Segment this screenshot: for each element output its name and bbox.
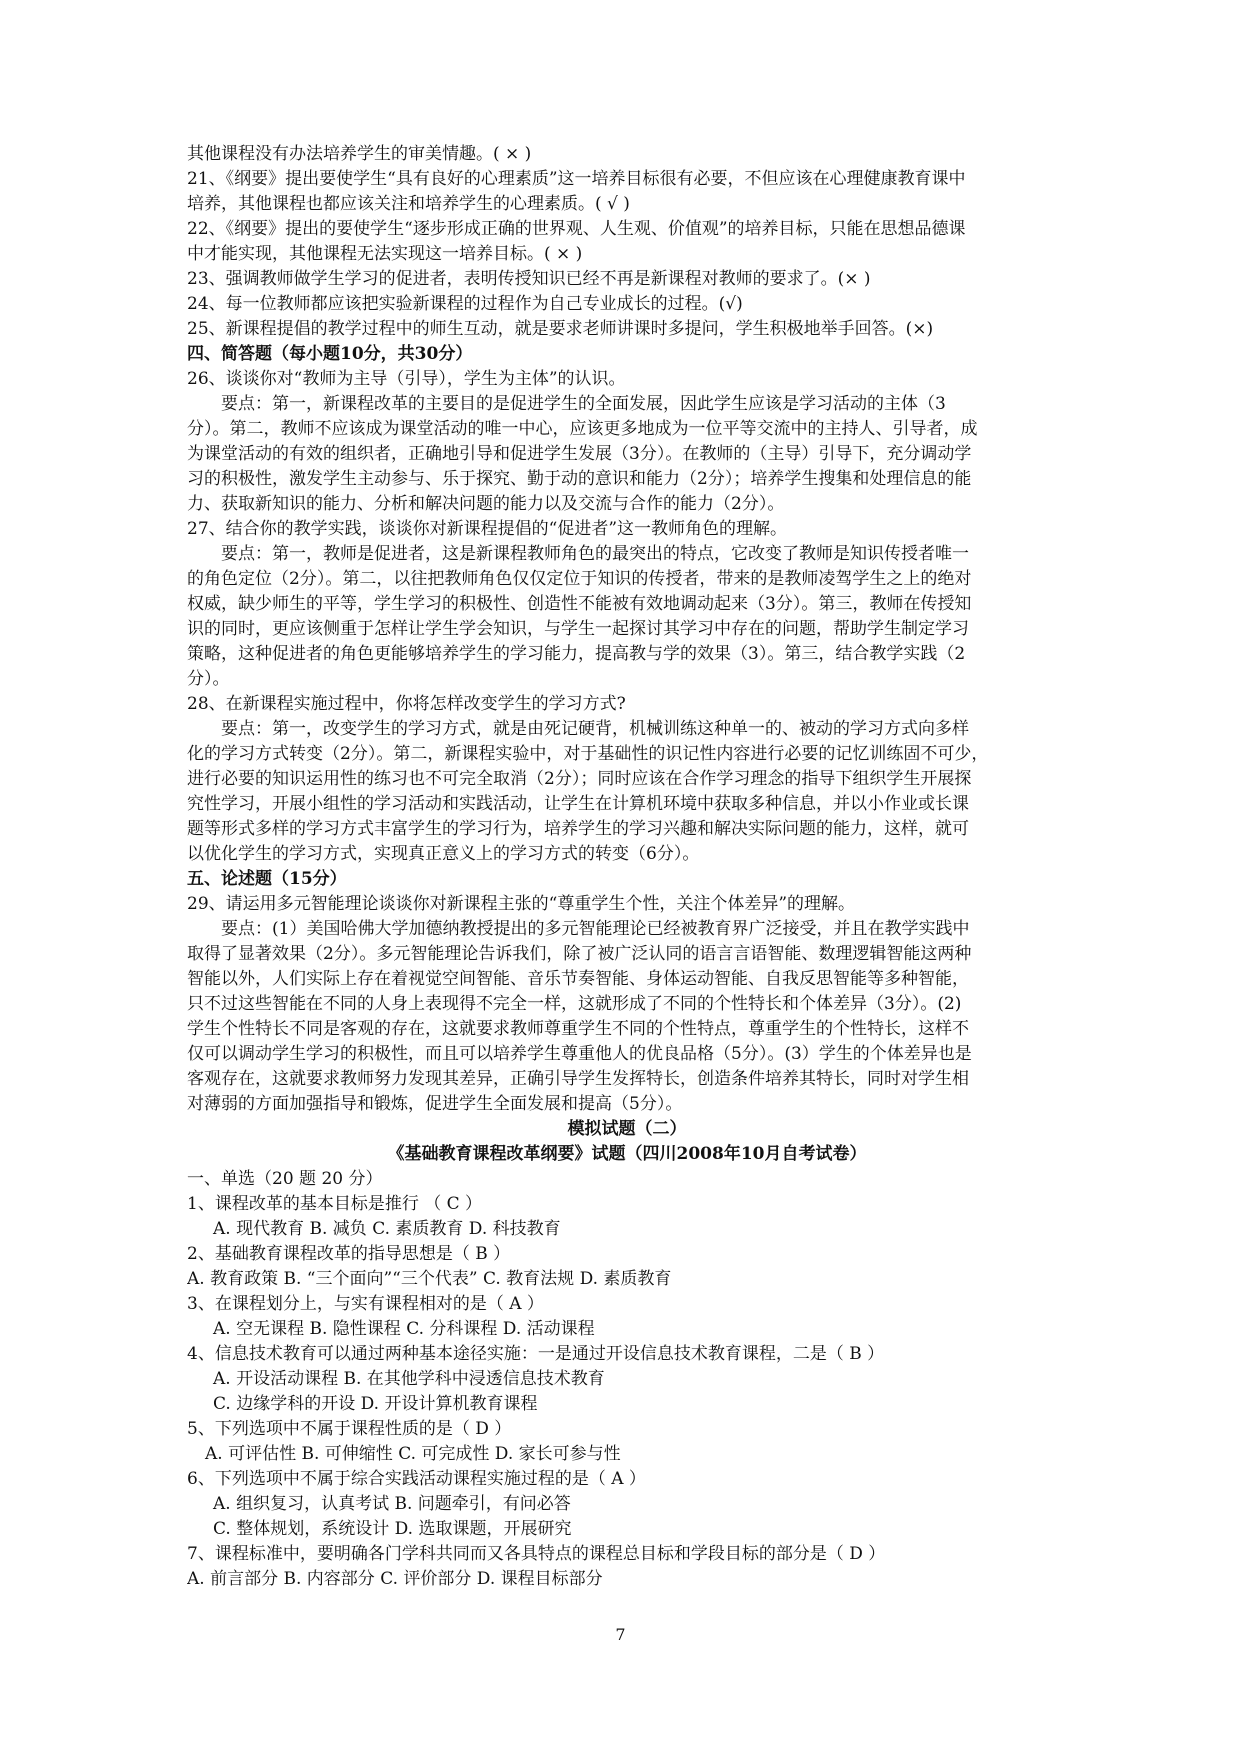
text-line: 分）。 <box>187 669 230 689</box>
text-line: 24、每一位教师都应该把实验新课程的过程作为自己专业成长的过程。(√) <box>187 294 743 314</box>
text-line: 力、获取新知识的能力、分析和解决问题的能力以及交流与合作的能力（2分）。 <box>187 494 785 514</box>
option-line: A. 组织复习，认真考试 B. 问题牵引，有问必答 <box>213 1494 571 1514</box>
text-line: 中才能实现，其他课程无法实现这一培养目标。( × ) <box>187 244 583 264</box>
text-line: 25、新课程提倡的教学过程中的师生互动，就是要求老师讲课时多提问，学生积极地举手回答。(×) <box>187 319 934 339</box>
text-line: 学生个性特长不同是客观的存在，这就要求教师尊重学生不同的个性特点，尊重学生的个性特长，这样不 <box>187 1019 969 1039</box>
text-line: 只不过这些智能在不同的人身上表现得不完全一样，这就形成了不同的个性特长和个体差异（3分）。(2) <box>187 994 962 1014</box>
option-line: C. 边缘学科的开设 D. 开设计算机教育课程 <box>213 1394 538 1414</box>
text-line: 权威，缺少师生的平等，学生学习的积极性、创造性不能被有效地调动起来（3分）。第三，教师在传授知 <box>187 594 972 614</box>
option-line: A. 前言部分 B. 内容部分 C. 评价部分 D. 课程目标部分 <box>187 1569 603 1589</box>
text-line: 为课堂活动的有效的组织者，正确地引导和促进学生发展（3分）。在教师的（主导）引导下，充分调动学 <box>187 444 972 464</box>
text-line: 以优化学生的学习方式，实现真正意义上的学习方式的转变（6分）。 <box>187 844 700 864</box>
text-line: 究性学习，开展小组性的学习活动和实践活动，让学生在计算机环境中获取多种信息，并以小作业或长课 <box>187 794 969 814</box>
text-line: 23、强调教师做学生学习的促进者，表明传授知识已经不再是新课程对教师的要求了。(× ) <box>187 269 871 289</box>
text-line: 仅可以调动学生学习的积极性，而且可以培养学生尊重他人的优良品格（5分）。(3）学生的个体差异也是 <box>187 1044 972 1064</box>
question-line: 3、在课程划分上，与实有课程相对的是（ A ） <box>187 1294 544 1314</box>
question-line: 29、请运用多元智能理论谈谈你对新课程主张的“尊重学生个性，关注个体差异”的理解。 <box>187 894 856 914</box>
question-line: 26、谈谈你对“教师为主导（引导），学生为主体”的认识。 <box>187 369 626 389</box>
answer-line: 要点：(1）美国哈佛大学加德纳教授提出的多元智能理论已经被教育界广泛接受，并且在教学实践中 <box>221 919 970 939</box>
text-line: 分）。第二，教师不应该成为课堂活动的唯一中心，应该更多地成为一位平等交流中的主持人、引导者，成 <box>187 419 978 439</box>
text-line: 进行必要的知识运用性的练习也不可完全取消（2分）；同时应该在合作学习理念的指导下组织学生开展探 <box>187 769 972 789</box>
document-page <box>187 142 1067 1592</box>
question-line: 4、信息技术教育可以通过两种基本途径实施：一是通过开设信息技术教育课程，二是（ B ） <box>187 1344 885 1364</box>
text-line: 其他课程没有办法培养学生的审美情趣。( × ) <box>187 144 532 164</box>
text-line: 对薄弱的方面加强指导和锻炼，促进学生全面发展和提高（5分）。 <box>187 1094 683 1114</box>
text-line: 题等形式多样的学习方式丰富学生的学习行为，培养学生的学习兴趣和解决实际问题的能力，这样，就可 <box>187 819 969 839</box>
text-line: 识的同时，更应该侧重于怎样让学生学会知识，与学生一起探讨其学习中存在的问题，帮助学生制定学习 <box>187 619 969 639</box>
text-line: 22、《纲要》提出的要使学生“逐步形成正确的世界观、人生观、价值观”的培养目标，只能在思想品德课 <box>187 219 966 239</box>
text-line: 智能以外，人们实际上存在着视觉空间智能、音乐节奏智能、身体运动智能、自我反思智能等多种智能， <box>187 969 969 989</box>
section-heading: 一、单选（20 题 20 分） <box>187 1169 383 1189</box>
exam-subtitle: 《基础教育课程改革纲要》试题（四川2008年10月自考试卷） <box>387 1144 867 1164</box>
option-line: C. 整体规划，系统设计 D. 选取课题，开展研究 <box>213 1519 572 1539</box>
option-line: A. 空无课程 B. 隐性课程 C. 分科课程 D. 活动课程 <box>213 1319 595 1339</box>
answer-line: 要点：第一，教师是促进者，这是新课程教师角色的最突出的特点，它改变了教师是知识传授者唯一 <box>221 544 969 564</box>
text-line: 21、《纲要》提出要使学生“具有良好的心理素质”这一培养目标很有必要，不但应该在心理健康教育课中 <box>187 169 966 189</box>
question-line: 27、结合你的教学实践，谈谈你对新课程提倡的“促进者”这一教师角色的理解。 <box>187 519 788 539</box>
question-line: 2、基础教育课程改革的指导思想是（ B ） <box>187 1244 511 1264</box>
text-line: 取得了显著效果（2分）。多元智能理论告诉我们，除了被广泛认同的语言言语智能、数理逻辑智能这两种 <box>187 944 972 964</box>
question-line: 6、下列选项中不属于综合实践活动课程实施过程的是（ A ） <box>187 1469 646 1489</box>
question-line: 5、下列选项中不属于课程性质的是（ D ） <box>187 1419 512 1439</box>
text-line: 培养，其他课程也都应该关注和培养学生的心理素质。( √ ) <box>187 194 630 214</box>
question-line: 1、课程改革的基本目标是推行 （ C ） <box>187 1194 483 1214</box>
option-line: A. 开设活动课程 B. 在其他学科中浸透信息技术教育 <box>213 1369 605 1389</box>
question-line: 7、课程标准中，要明确各门学科共同而又各具特点的课程总目标和学段目标的部分是（ D ） <box>187 1544 886 1564</box>
text-line: 客观存在，这就要求教师努力发现其差异，正确引导学生发挥特长，创造条件培养其特长，同时对学生相 <box>187 1069 969 1089</box>
section-heading: 五、论述题（15分） <box>187 869 347 889</box>
answer-line: 要点：第一，改变学生的学习方式，就是由死记硬背，机械训练这种单一的、被动的学习方式向多样 <box>221 719 969 739</box>
text-line: 化的学习方式转变（2分）。第二，新课程实验中，对于基础性的识记性内容进行必要的记忆训练固不可少， <box>187 744 989 764</box>
answer-line: 要点：第一，新课程改革的主要目的是促进学生的全面发展，因此学生应该是学习活动的主体（3 <box>221 394 946 414</box>
question-line: 28、在新课程实施过程中，你将怎样改变学生的学习方式? <box>187 694 626 714</box>
text-line: 习的积极性，激发学生主动参与、乐于探究、勤于动的意识和能力（2分）；培养学生搜集和处理信息的能 <box>187 469 972 489</box>
section-heading: 四、简答题（每小题10分，共30分） <box>187 344 473 364</box>
option-line: A. 现代教育 B. 减负 C. 素质教育 D. 科技教育 <box>213 1219 561 1239</box>
text-line: 策略，这种促进者的角色更能够培养学生的学习能力，提高教与学的效果（3）。第三，结合教学实践（2 <box>187 644 966 664</box>
page-number: 7 <box>615 1625 626 1644</box>
option-line: A. 可评估性 B. 可伸缩性 C. 可完成性 D. 家长可参与性 <box>205 1444 621 1464</box>
exam-title: 模拟试题（二） <box>567 1119 687 1139</box>
option-line: A. 教育政策 B. “三个面向”“三个代表” C. 教育法规 D. 素质教育 <box>187 1269 672 1289</box>
text-line: 的角色定位（2分）。第二，以往把教师角色仅仅定位于知识的传授者，带来的是教师凌驾学生之上的绝对 <box>187 569 972 589</box>
